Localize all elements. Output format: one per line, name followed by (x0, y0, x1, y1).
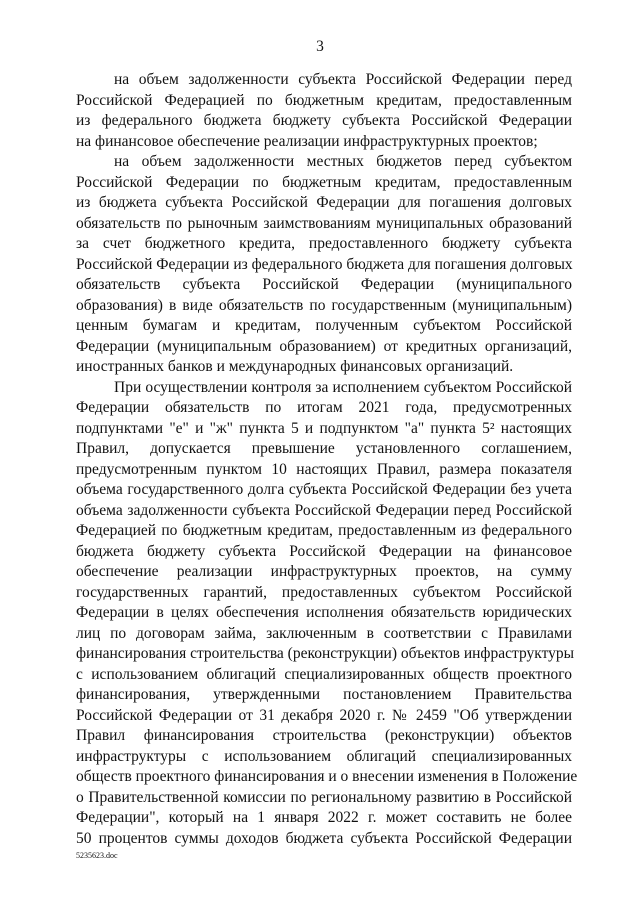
text-line: Федерацией по бюджетным кредитам, предоставленным из федерального (76, 522, 572, 539)
text-line: Федерации", который на 1 января 2022 г. может составить не более (76, 809, 572, 826)
paragraph (76, 378, 578, 850)
text-line: на объем задолженности субъекта Российской Федерации перед (114, 71, 572, 88)
text-line: за счет бюджетного кредита, предоставленного бюджету субъекта (76, 235, 572, 252)
text-line: обязательств субъекта Российской Федерации (муниципального (76, 276, 572, 293)
text-line: 50 процентов суммы доходов бюджета субъекта Российской Федерации (76, 829, 572, 847)
text-line: объема задолженности субъекта Российской Федерации перед Российской (76, 501, 572, 519)
text-line: Правил финансирования строительства (реконструкции) объектов (76, 727, 572, 744)
text-line: Российской Федерации из федерального бюджета для погашения долговых (76, 255, 573, 273)
text-line: иностранных банков и международных финансовых организаций. (76, 358, 514, 375)
text-line: инфраструктуры с использованием облигаций специализированных (76, 747, 572, 765)
text-line: Правил, допускается превышение установленного соглашением, (76, 440, 572, 457)
page-number: 3 (316, 38, 324, 55)
document-body (76, 70, 578, 849)
text-line: на финансовое обеспечение реализации инфраструктурных проектов; (76, 132, 538, 150)
text-line: с использованием облигаций специализированных обществ проектного (76, 665, 572, 683)
text-line: Российской Федерации по бюджетным кредитам, предоставленным (76, 173, 572, 191)
text-line: Российской Федерации от 31 декабря 2020 г. № 2459 "Об утверждении (76, 706, 572, 724)
text-line: обществ проектного финансирования и о внесении изменения в Положение (76, 768, 578, 785)
text-line: о Правительственной комиссии по региональному развитию в Российской (76, 788, 572, 806)
paragraph (76, 70, 572, 152)
paragraph (76, 152, 572, 378)
text-line: из бюджета субъекта Российской Федерации для погашения долговых (76, 194, 572, 211)
text-line: обеспечение реализации инфраструктурных проектов, на сумму (76, 563, 572, 580)
text-line: на объем задолженности местных бюджетов перед субъектом (114, 153, 572, 170)
text-line: государственных гарантий, предоставленных субъектом Российской (76, 583, 572, 601)
text-line: Федерации в целях обеспечения исполнения обязательств юридических (76, 604, 572, 621)
text-line: объема государственного долга субъекта Российской Федерации без учета (76, 481, 572, 498)
text-line: предусмотренным пунктом 10 настоящих Правил, размера показателя (76, 460, 572, 478)
text-line: Федерации (муниципальным образованием) от кредитных организаций, (76, 337, 572, 355)
text-line: лиц по договорам займа, заключенным в соответствии с Правилами (76, 624, 572, 642)
text-line: обязательств по рыночным заимствованиям муниципальных образований (76, 214, 572, 232)
text-line: бюджета бюджету субъекта Российской Федерации на финансовое (76, 542, 572, 560)
text-line: При осуществлении контроля за исполнением субъектом Российской (114, 378, 572, 396)
text-line: финансирования, утвержденными постановлением Правительства (76, 686, 572, 703)
text-line: подпунктами "е" и "ж" пункта 5 и подпунктом "а" пункта 5² настоящих (76, 419, 572, 437)
text-line: ценным бумагам и кредитам, полученным субъектом Российской (76, 317, 572, 334)
text-line: образования) в виде обязательств по государственным (муниципальным) (76, 296, 572, 314)
file-name-footer: 5235623.doc (76, 851, 118, 860)
text-line: Федерации обязательств по итогам 2021 года, предусмотренных (76, 399, 572, 416)
text-line: Российской Федерацией по бюджетным кредитам, предоставленным (76, 91, 572, 109)
text-line: финансирования строительства (реконструкции) объектов инфраструктуры (76, 645, 575, 662)
text-line: из федерального бюджета бюджету субъекта Российской Федерации (76, 112, 572, 129)
